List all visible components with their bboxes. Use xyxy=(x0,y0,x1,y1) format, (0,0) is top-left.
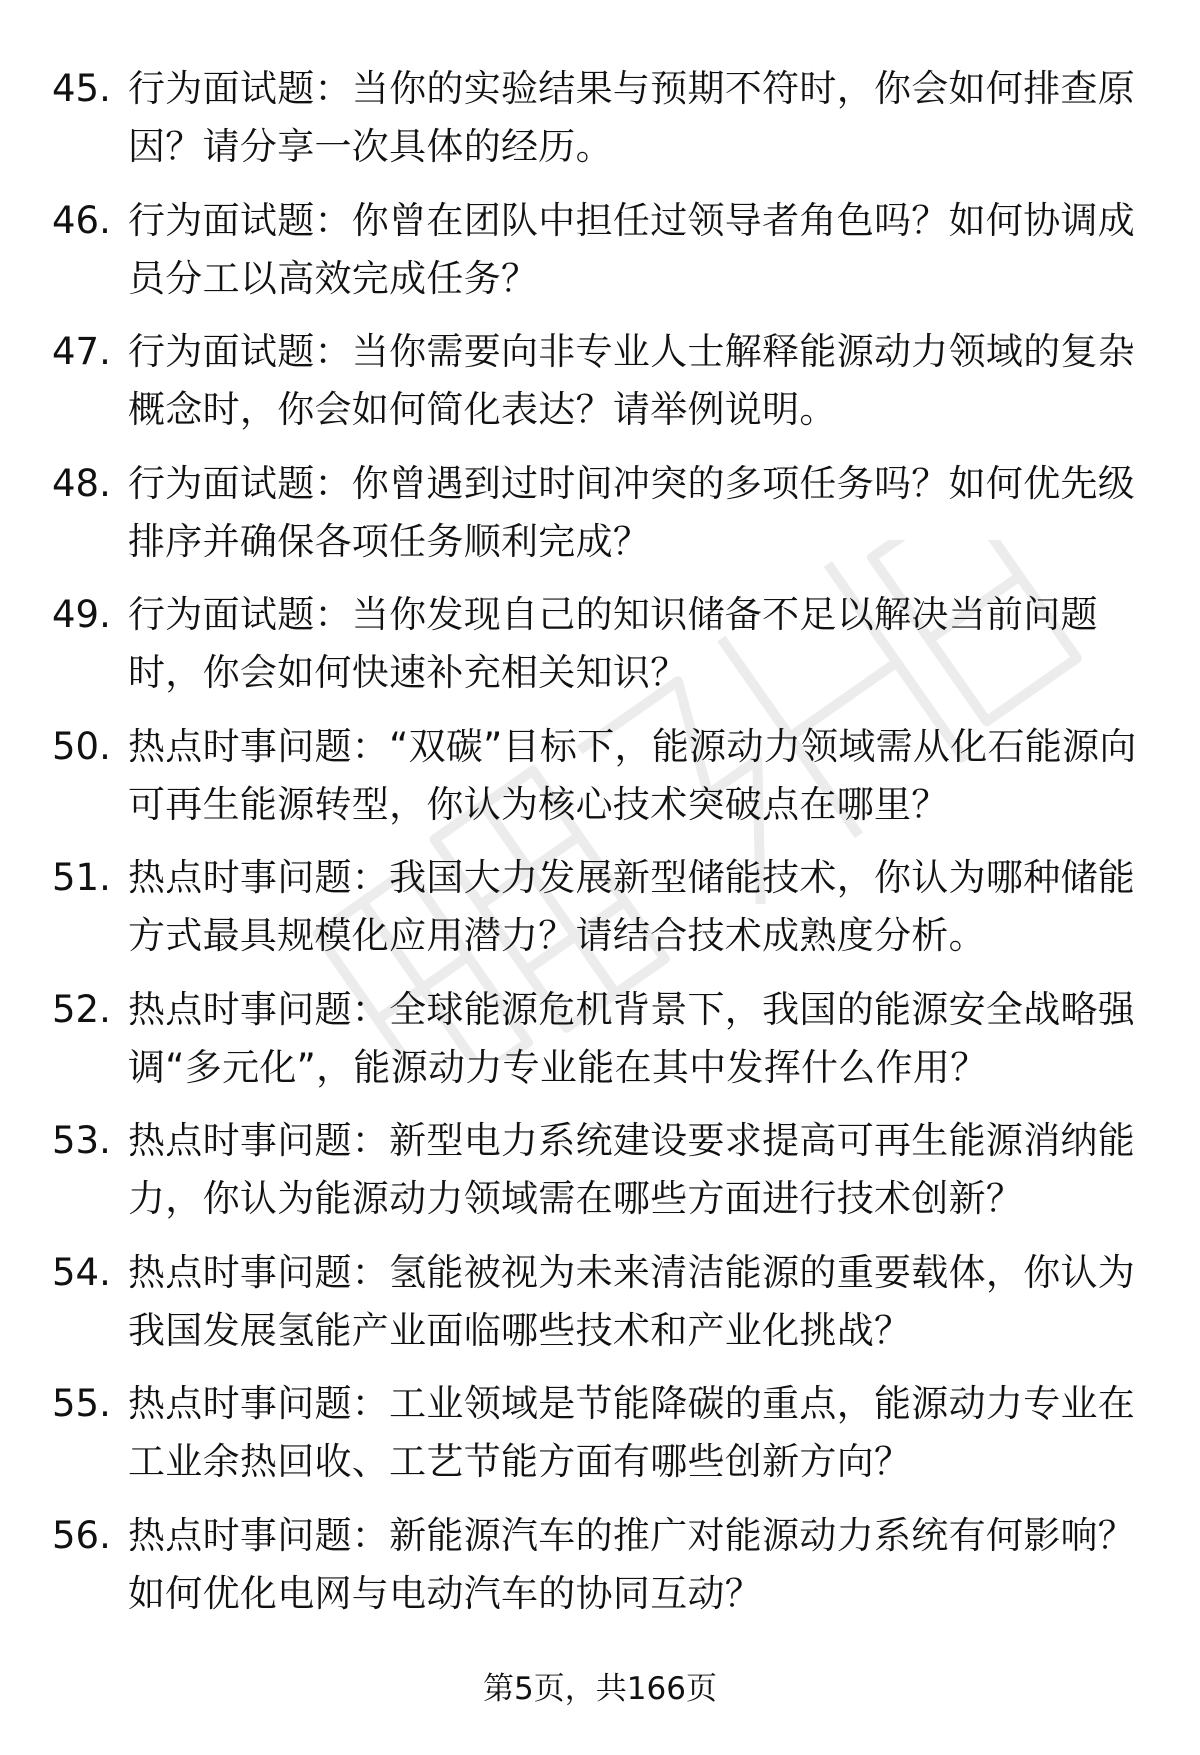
question-text: 行为面试题：当你的实验结果与预期不符时，你会如何排查原因？请分享一次具体的经历。 xyxy=(128,67,1136,168)
question-number: 47. xyxy=(52,330,111,373)
question-item xyxy=(52,1507,1152,1639)
question-text: 行为面试题：当你发现自己的知识储备不足以解决当前问题时，你会如何快速补充相关知识？ xyxy=(128,593,1098,694)
question-item xyxy=(52,455,1152,587)
question-number: 50. xyxy=(52,724,111,768)
question-text: 热点时事问题：工业领域是节能降碳的重点，能源动力专业在工业余热回收、工艺节能方面有哪些创新方向？ xyxy=(128,1382,1136,1483)
question-number: 45. xyxy=(52,67,111,110)
question-list xyxy=(52,60,1152,1638)
question-text: 热点时事问题：新能源汽车的推广对能源动力系统有何影响？如何优化电网与电动汽车的协同互动？ xyxy=(128,1513,1136,1615)
question-number: 51. xyxy=(52,856,111,899)
question-number: 52. xyxy=(52,987,111,1031)
question-text: 热点时事问题：全球能源危机背景下，我国的能源安全战略强调“多元化”，能源动力专业能在其中发挥什么作用？ xyxy=(128,987,1136,1089)
question-item xyxy=(52,1375,1152,1507)
question-item xyxy=(52,1244,1152,1376)
question-text: 行为面试题：当你需要向非专业人士解释能源动力领域的复杂概念时，你会如何简化表达？请举例说明。 xyxy=(128,330,1136,431)
question-item xyxy=(52,718,1152,850)
question-text: 热点时事问题：我国大力发展新型储能技术，你认为哪种储能方式最具规模化应用潜力？请结合技术成熟度分析。 xyxy=(128,856,1136,957)
question-text: 行为面试题：你曾在团队中担任过领导者角色吗？如何协调成员分工以高效完成任务？ xyxy=(128,198,1136,300)
question-number: 46. xyxy=(52,198,111,242)
question-item xyxy=(52,849,1152,981)
question-text: 行为面试题：你曾遇到过时间冲突的多项任务吗？如何优先级排序并确保各项任务顺利完成？ xyxy=(128,461,1136,563)
question-number: 48. xyxy=(52,461,111,505)
page-footer: 第5页，共166页 xyxy=(483,1671,717,1707)
question-item xyxy=(52,192,1152,324)
question-text: 热点时事问题：新型电力系统建设要求提高可再生能源消纳能力，你认为能源动力领域需在哪些方面进行技术创新？ xyxy=(128,1119,1136,1220)
question-number: 54. xyxy=(52,1250,111,1294)
question-text: 热点时事问题：“双碳”目标下，能源动力领域需从化石能源向可再生能源转型，你认为核心技术突破点在哪里？ xyxy=(128,724,1137,826)
question-number: 56. xyxy=(52,1513,111,1557)
question-number: 55. xyxy=(52,1382,111,1425)
question-item xyxy=(52,981,1152,1113)
question-item xyxy=(52,60,1152,192)
question-number: 53. xyxy=(52,1119,111,1162)
question-item xyxy=(52,323,1152,455)
question-item xyxy=(52,586,1152,718)
question-item xyxy=(52,1112,1152,1244)
question-number: 49. xyxy=(52,593,111,636)
question-text: 热点时事问题：氢能被视为未来清洁能源的重要载体，你认为我国发展氢能产业面临哪些技术和产业化挑战？ xyxy=(128,1250,1136,1352)
